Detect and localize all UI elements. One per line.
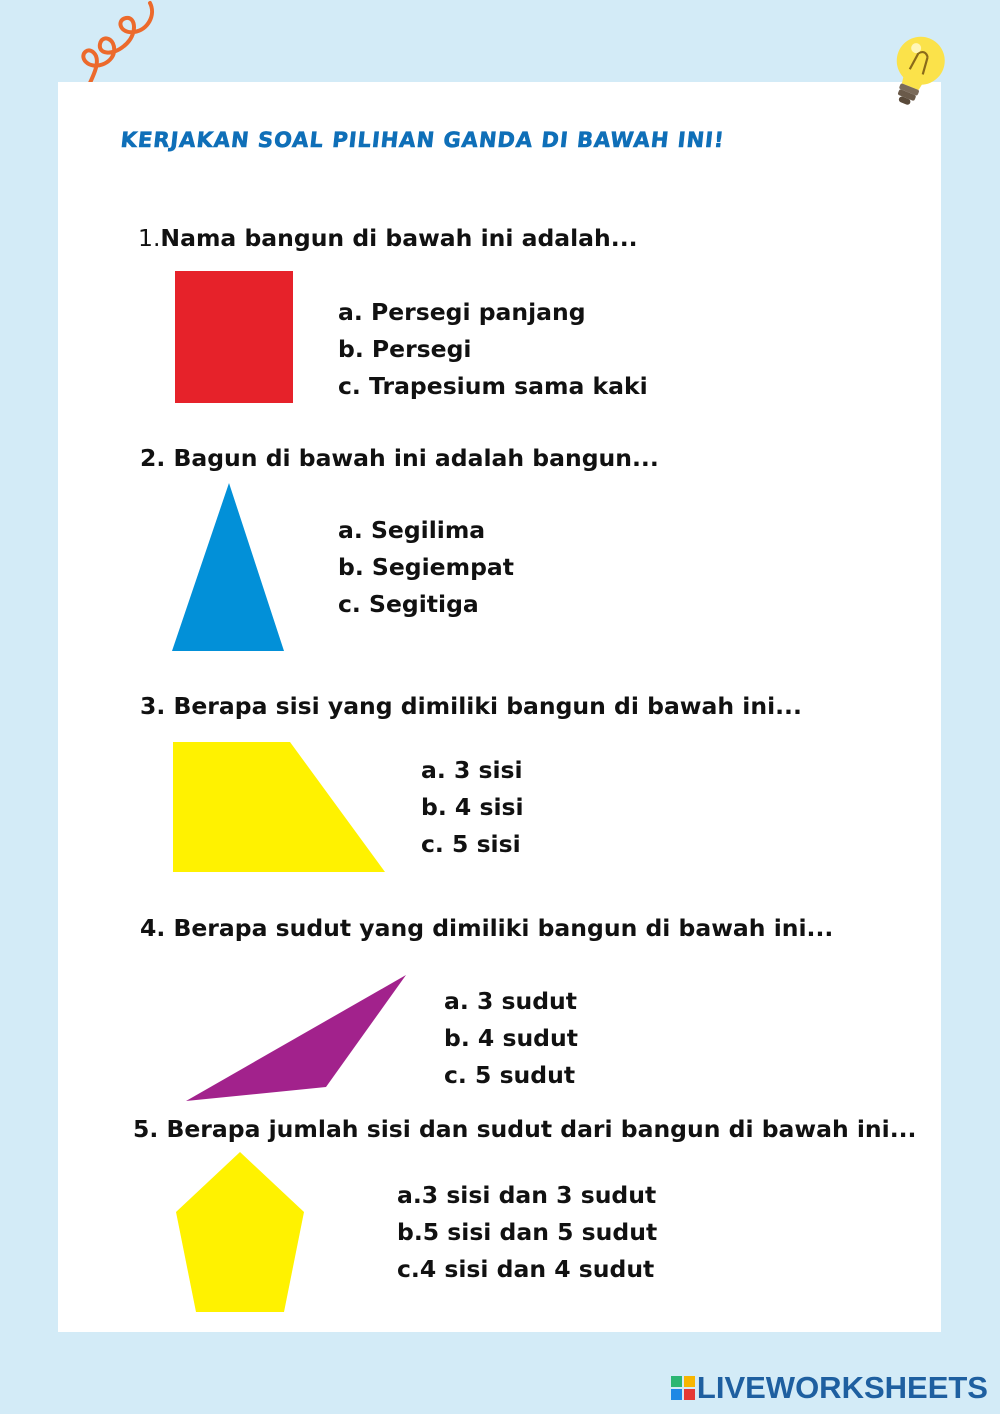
question-4-option-b[interactable]: b. 4 sudut	[444, 1024, 578, 1052]
liveworksheets-brand-text: LIVEWORKSHEETS	[696, 1370, 988, 1405]
question-3-text: 3. Berapa sisi yang dimiliki bangun di bawah ini...	[140, 692, 802, 720]
question-3-option-b[interactable]: b. 4 sisi	[421, 793, 524, 821]
question-4-options	[444, 983, 578, 1094]
question-1-prompt: Nama bangun di bawah ini adalah...	[160, 224, 638, 252]
liveworksheets-logo-icon	[671, 1376, 695, 1400]
question-1-text	[138, 224, 638, 252]
yellow-pentagon-shape	[176, 1152, 304, 1312]
question-5-options	[397, 1177, 657, 1288]
question-4-option-a[interactable]: a. 3 sudut	[444, 987, 578, 1015]
question-5-text: 5. Berapa jumlah sisi dan sudut dari bangun di bawah ini...	[133, 1115, 917, 1143]
question-5-option-c[interactable]: c.4 sisi dan 4 sudut	[397, 1255, 655, 1283]
red-square-shape	[175, 271, 293, 403]
blue-triangle-shape	[172, 483, 284, 651]
yellow-trapezoid-shape	[173, 742, 385, 872]
question-2-text: 2. Bagun di bawah ini adalah bangun...	[140, 444, 659, 472]
question-2-option-c[interactable]: c. Segitiga	[338, 590, 479, 618]
question-4-text: 4. Berapa sudut yang dimiliki bangun di bawah ini...	[140, 914, 834, 942]
question-1-number: 1.	[138, 224, 161, 252]
question-5-option-b[interactable]: b.5 sisi dan 5 sudut	[397, 1218, 658, 1246]
question-3-option-a[interactable]: a. 3 sisi	[421, 756, 523, 784]
question-3-option-c[interactable]: c. 5 sisi	[421, 830, 521, 858]
liveworksheets-logo[interactable]	[671, 1370, 988, 1406]
question-1-option-c[interactable]: c. Trapesium sama kaki	[338, 372, 648, 400]
purple-triangle-shape	[186, 975, 406, 1101]
question-2-options	[338, 512, 514, 623]
lightbulb-icon	[882, 30, 952, 120]
question-1-option-b[interactable]: b. Persegi	[338, 335, 472, 363]
question-5-option-a[interactable]: a.3 sisi dan 3 sudut	[397, 1181, 657, 1209]
question-2-option-b[interactable]: b. Segiempat	[338, 553, 515, 581]
page-heading: KERJAKAN SOAL PILIHAN GANDA DI BAWAH INI!	[119, 128, 726, 152]
question-1-options	[338, 294, 648, 405]
question-4-option-c[interactable]: c. 5 sudut	[444, 1061, 576, 1089]
question-2-option-a[interactable]: a. Segilima	[338, 516, 486, 544]
question-1-option-a[interactable]: a. Persegi panjang	[338, 298, 586, 326]
question-3-options	[421, 752, 524, 863]
